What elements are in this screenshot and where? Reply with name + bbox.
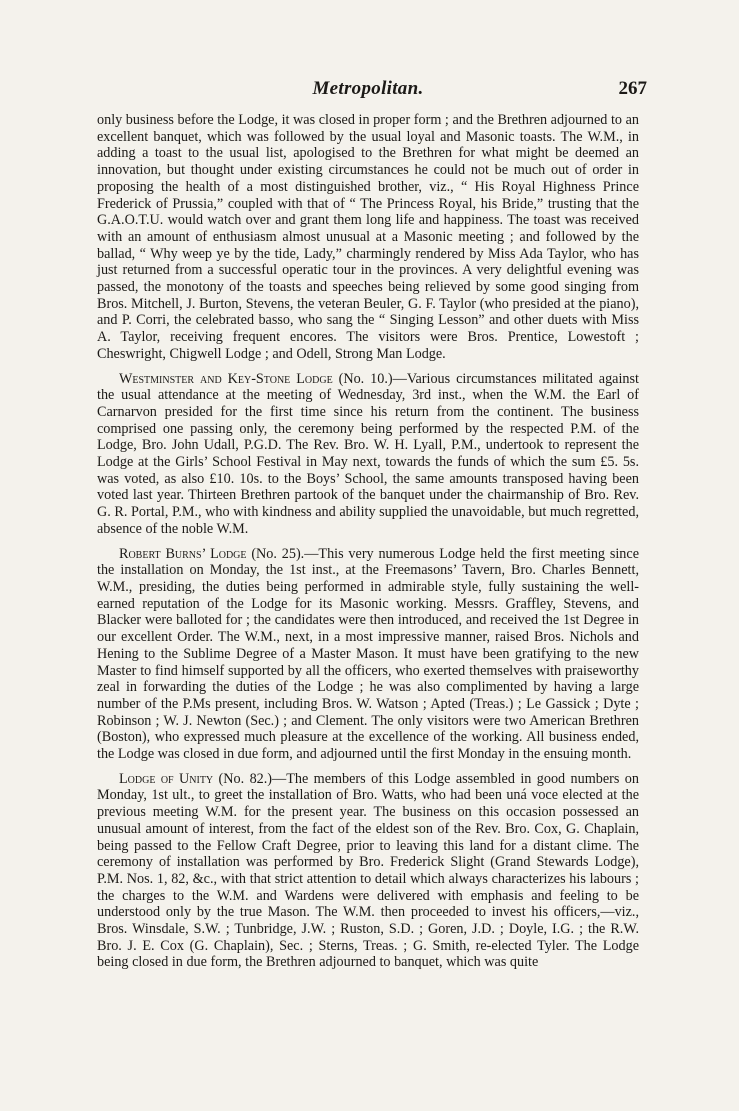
paragraph-body: (No. 10.)—Various circumstances militated against the usual attendance at the meeting of Wednesday, 3rd inst., when the W.M. the Earl of Carnarvon presided for the first time since his return from the continent. The business comprised one passing only, the ceremony being performed by the respected P.M. of the Lodge, Bro. John Udall, P.G.D. The Rev. Bro. W. H. Lyall, P.M., undertook to represent the Lodge at the Girls’ School Festival in May next, towards the funds of which the sum £5. 5s. was voted, as also £10. 10s. to the Boys’ School, the same amounts transposed having been voted last year. Thirteen Brethren partook of the banquet under the chairmanship of Bro. Rev. G. R. Portal, P.M., who with kindness and ability supplied the unavoidable, but much regretted, absence of the noble W.M.	[97, 370, 639, 537]
lodge-heading: Robert Burns’ Lodge	[119, 545, 247, 562]
paragraph-robert-burns-lodge	[97, 546, 639, 763]
paragraph-body: (No. 82.)—The members of this Lodge assembled in good numbers on Monday, 1st ult., to greet the installation of Bro. Watts, who had been uná voce elected at the previous meeting W.M. for the present year. The business on this occasion possessed an unusual amount of interest, from the fact of the eldest son of the Rev. Bro. Cox, G. Chaplain, being passed to the Fellow Craft Degree, prior to leaving this land for a distant clime. The ceremony of installation was performed by Bro. Frederick Slight (Grand Stewards Lodge), P.M. Nos. 1, 82, &c., with that strict attention to detail which always characterizes his labours ; the charges to the W.M. and Wardens were delivered with emphasis and feeling to be understood only by the true Mason. The W.M. then proceeded to invest his officers,—viz., Bros. Winsdale, S.W. ; Tunbridge, J.W. ; Ruston, S.D. ; Goren, J.D. ; Doyle, I.G. ; the R.W. Bro. J. E. Cox (G. Chaplain), Sec. ; Sterns, Treas. ; G. Smith, re-elected Tyler. The Lodge being closed in due form, the Brethren adjourned to banquet, which was quite	[97, 770, 639, 971]
article-body	[97, 112, 639, 971]
paragraph-body: (No. 25).—This very numerous Lodge held the first meeting since the installation on Monday, the 1st inst., at the Freemasons’ Tavern, Bro. Charles Bennett, W.M., presiding, the duties being performed in admirable style, fully sustaining the well-earned reputation of the Lodge for its Masonic working. Messrs. Graffley, Stevens, and Blacker were balloted for ; the candidates were then introduced, and received the 1st Degree in our excellent Order. The W.M., next, in a most impressive manner, raised Bros. Nichols and Hening to the Sublime Degree of a Master Mason. It must have been gratifying to the new Master to find himself supported by all the officers, who exerted themselves with praiseworthy zeal in forwarding the duties of the Lodge ; he was also complimented by having a large number of the P.Ms present, including Bros. W. Watson ; Apted (Treas.) ; Le Gassick ; Dyte ; Robinson ; W. J. Newton (Sec.) ; and Clement. The only visitors were two American Brethren (Boston), who expressed much pleasure at the excellence of the working. All business ended, the Lodge was closed in due form, and adjourned until the first Monday in the ensuing month.	[97, 545, 639, 763]
lodge-heading: Lodge of Unity	[119, 770, 214, 787]
running-header	[97, 78, 647, 112]
paragraph-westminster-keystone-lodge	[97, 371, 639, 538]
page-number: 267	[618, 78, 647, 99]
running-title: Metropolitan.	[312, 78, 424, 99]
lodge-heading: Westminster and Key-Stone Lodge	[119, 370, 333, 387]
paragraph-banquet-continuation	[97, 112, 639, 363]
paragraph-lodge-of-unity	[97, 771, 639, 971]
paragraph-body: only business before the Lodge, it was closed in proper form ; and the Brethren adjourned to an excellent banquet, which was followed by the usual loyal and Masonic toasts. The W.M., in adding a toast to the usual list, apologised to the Brethren for what might be deemed an innovation, but thought under existing circumstances he could not be much out of order in proposing the health of a most distinguished brother, viz., “ His Royal Highness Prince Frederick of Prussia,” coupled with that of “ The Princess Royal, his Bride,” trusting that the G.A.O.T.U. would watch over and grant them long life and happiness. The toast was received with an amount of enthusiasm almost unusual at a Masonic meeting ; and followed by the ballad, “ Why weep ye by the tide, Lady,” charmingly rendered by Miss Ada Taylor, who has just returned from a successful operatic tour in the provinces. A very delightful evening was passed, the monotony of the toasts and speeches being relieved by some good singing from Bros. Mitchell, J. Burton, Stevens, the veteran Beuler, G. F. Taylor (who presided at the piano), and P. Corri, the celebrated basso, who sang the “ Singing Lesson” and other duets with Miss A. Taylor, receiving frequent encores. The visitors were Bros. Prentice, Lowestoft ; Cheswright, Chigwell Lodge ; and Odell, Strong Man Lodge.	[97, 112, 639, 362]
